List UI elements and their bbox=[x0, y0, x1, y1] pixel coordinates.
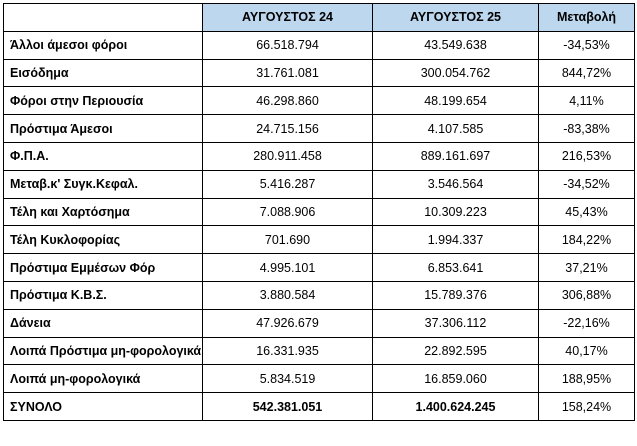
table-row bbox=[4, 170, 635, 198]
value-change: 4,11% bbox=[539, 87, 635, 115]
value-august-24: 46.298.860 bbox=[203, 87, 373, 115]
value-change: 184,22% bbox=[539, 226, 635, 254]
value-august-25: 300.054.762 bbox=[373, 59, 539, 87]
value-august-25: 48.199.654 bbox=[373, 87, 539, 115]
value-change: -34,52% bbox=[539, 170, 635, 198]
table-row bbox=[4, 365, 635, 393]
value-august-24: 16.331.935 bbox=[203, 337, 373, 365]
total-august-24: 542.381.051 bbox=[203, 393, 373, 421]
table-row bbox=[4, 309, 635, 337]
value-august-24: 66.518.794 bbox=[203, 31, 373, 59]
row-label: Λοιπά Πρόστιμα μη-φορολογικά bbox=[4, 337, 203, 365]
row-label: Πρόστιμα Κ.Β.Σ. bbox=[4, 281, 203, 309]
value-august-24: 5.834.519 bbox=[203, 365, 373, 393]
header-august-25: ΑΥΓΟΥΣΤΟΣ 25 bbox=[373, 4, 539, 32]
row-label: Φ.Π.Α. bbox=[4, 142, 203, 170]
table-row bbox=[4, 337, 635, 365]
value-august-25: 22.892.595 bbox=[373, 337, 539, 365]
value-august-25: 889.161.697 bbox=[373, 142, 539, 170]
row-label: Τέλη και Χαρτόσημα bbox=[4, 198, 203, 226]
table-row bbox=[4, 87, 635, 115]
header-august-24: ΑΥΓΟΥΣΤΟΣ 24 bbox=[203, 4, 373, 32]
table-row bbox=[4, 115, 635, 143]
header-change: Μεταβολή bbox=[539, 4, 635, 32]
value-august-25: 10.309.223 bbox=[373, 198, 539, 226]
row-label: Άλλοι άμεσοι φόροι bbox=[4, 31, 203, 59]
row-label: Τέλη Κυκλοφορίας bbox=[4, 226, 203, 254]
value-change: -83,38% bbox=[539, 115, 635, 143]
value-august-24: 3.880.584 bbox=[203, 281, 373, 309]
header-corner-cell bbox=[4, 4, 203, 32]
table-row bbox=[4, 31, 635, 59]
value-change: 306,88% bbox=[539, 281, 635, 309]
value-august-24: 47.926.679 bbox=[203, 309, 373, 337]
row-label: Πρόστιμα Άμεσοι bbox=[4, 115, 203, 143]
table-body bbox=[4, 31, 635, 420]
value-august-25: 4.107.585 bbox=[373, 115, 539, 143]
value-august-25: 43.549.638 bbox=[373, 31, 539, 59]
row-label: Εισόδημα bbox=[4, 59, 203, 87]
total-row bbox=[4, 393, 635, 421]
value-change: 188,95% bbox=[539, 365, 635, 393]
total-change: 158,24% bbox=[539, 393, 635, 421]
value-august-25: 16.859.060 bbox=[373, 365, 539, 393]
revenue-comparison-table bbox=[3, 3, 635, 421]
value-change: 216,53% bbox=[539, 142, 635, 170]
value-august-24: 4.995.101 bbox=[203, 254, 373, 282]
value-august-25: 15.789.376 bbox=[373, 281, 539, 309]
value-august-24: 24.715.156 bbox=[203, 115, 373, 143]
value-change: -22,16% bbox=[539, 309, 635, 337]
value-august-25: 3.546.564 bbox=[373, 170, 539, 198]
value-august-24: 7.088.906 bbox=[203, 198, 373, 226]
row-label: Φόροι στην Περιουσία bbox=[4, 87, 203, 115]
row-label: Λοιπά μη-φορολογικά bbox=[4, 365, 203, 393]
value-august-25: 37.306.112 bbox=[373, 309, 539, 337]
value-change: 40,17% bbox=[539, 337, 635, 365]
row-label: Πρόστιμα Εμμέσων Φόρ bbox=[4, 254, 203, 282]
value-change: 37,21% bbox=[539, 254, 635, 282]
total-label: ΣΥΝΟΛΟ bbox=[4, 393, 203, 421]
value-change: 45,43% bbox=[539, 198, 635, 226]
row-label: Δάνεια bbox=[4, 309, 203, 337]
table-row bbox=[4, 142, 635, 170]
header-row bbox=[4, 4, 635, 32]
table-row bbox=[4, 254, 635, 282]
value-august-24: 31.761.081 bbox=[203, 59, 373, 87]
value-august-25: 6.853.641 bbox=[373, 254, 539, 282]
table-row bbox=[4, 226, 635, 254]
total-august-25: 1.400.624.245 bbox=[373, 393, 539, 421]
table-row bbox=[4, 198, 635, 226]
value-august-24: 701.690 bbox=[203, 226, 373, 254]
value-change: 844,72% bbox=[539, 59, 635, 87]
value-change: -34,53% bbox=[539, 31, 635, 59]
table-row bbox=[4, 281, 635, 309]
value-august-24: 5.416.287 bbox=[203, 170, 373, 198]
value-august-25: 1.994.337 bbox=[373, 226, 539, 254]
table-row bbox=[4, 59, 635, 87]
value-august-24: 280.911.458 bbox=[203, 142, 373, 170]
table-header bbox=[4, 4, 635, 32]
row-label: Μεταβ.κ' Συγκ.Κεφαλ. bbox=[4, 170, 203, 198]
